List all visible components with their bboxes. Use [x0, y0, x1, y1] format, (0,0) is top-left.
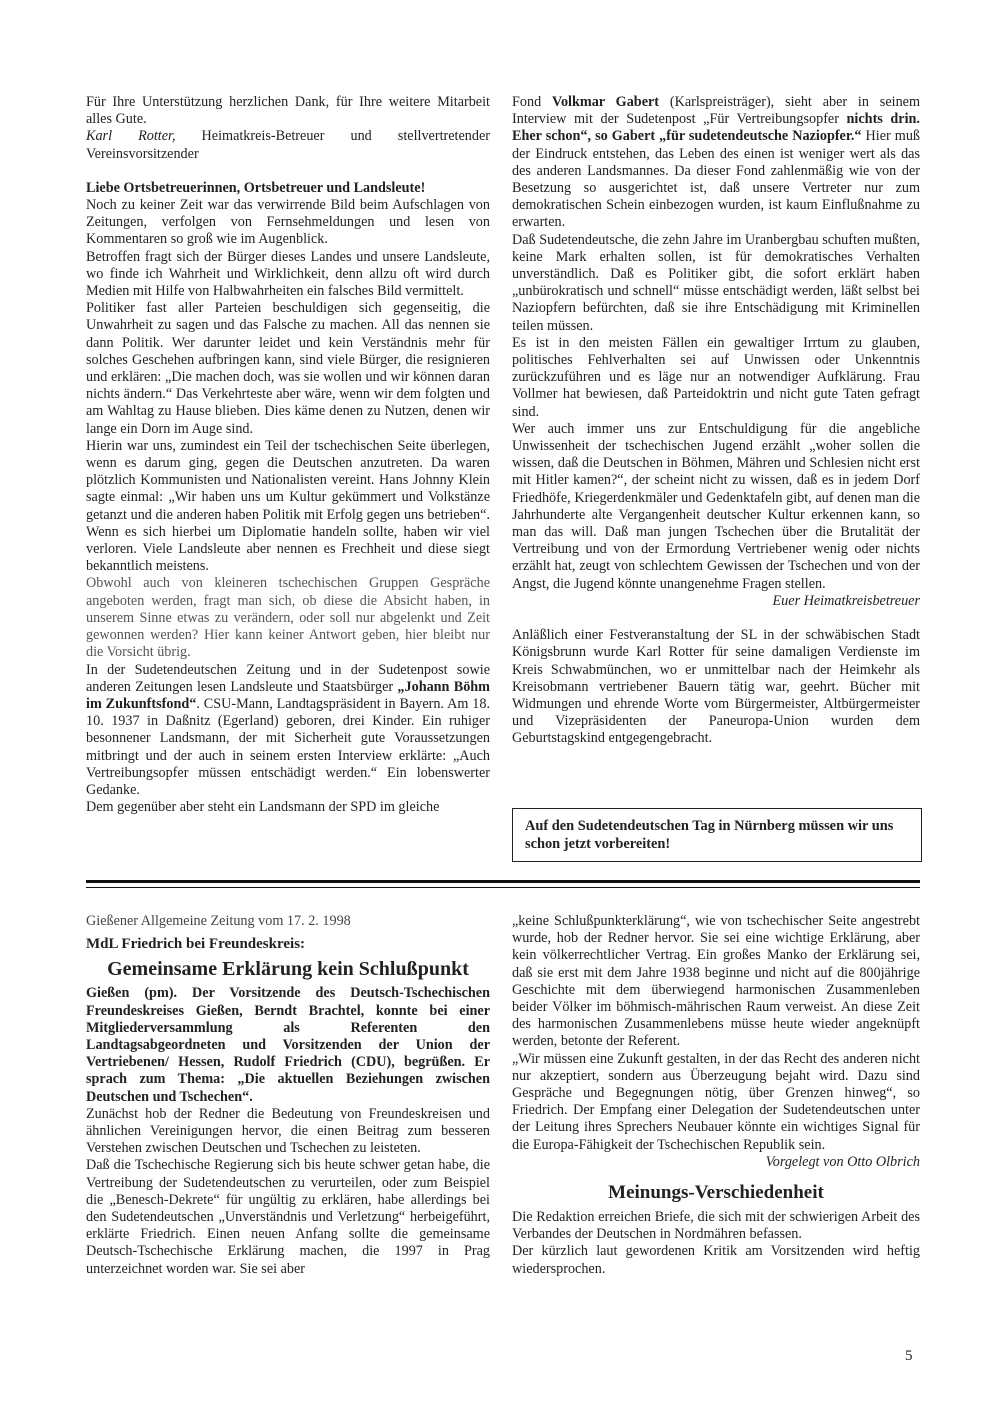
paragraph: Noch zu keiner Zeit war das verwirrende Bild beim Aufschlagen von Zeitungen, verfolgen von Fernsehmeldungen und lesen von Kommentaren so groß wie im Augenblick. [86, 197, 490, 248]
paragraph: In der Sudetendeutschen Zeitung und in der Sudetenpost sowie anderen Zeitungen lesen Landsleute und Staatsbürger „Johann Böhm im Zukunftsfond“. CSU-Mann, Landtagspräsident in Bayern. Am 18. 10. 1937 in Daßnitz (Egerland) geboren, drei Kinder. Ein ruhiger besonnener Landsmann, der mit Sicherheit gute Voraussetzungen mitbringt und der auch in seinem ersten Interview erklärte: „Auch Vertreibungsopfer müssen entschädigt werden.“ Ein lobenswerter Gedanke. [86, 661, 490, 798]
page-number: 5 [905, 1348, 913, 1364]
paragraph: Hierin war uns, zumindest ein Teil der tschechischen Seite überlegen, wenn es darum ging, gegen die Deutschen anzutreten. Da waren plötzlich Kommunisten und Nationalisten vereint. Hans Johnny Klein sagte einmal: „Wir haben uns um Kultur gekümmert und Volkstänze getanzt und die anderen haben Politik mit Erfolg gegen uns betrieben“. Wenn es sich hierbei um Diplomatie handeln sollte, haben wir viel verloren. Viele Landsleute aber nennen es Frechheit und diese siegt bekanntlich meistens. [86, 437, 490, 575]
column-bottom-left [86, 913, 490, 1278]
paragraph: Es ist in den meisten Fällen ein gewaltiger Irrtum zu glauben, politisches Fehlverhalten sei auf Unwissen oder Unkenntnis zurückzuführen und es läge nur an notwendiger Aufklärung. Frau Vollmer hat bewiesen, daß Parteidoktrin und nicht gute Taten gefragt sind. [512, 334, 920, 420]
section-divider-thin [86, 887, 920, 888]
article-credit: Vorgelegt von Otto Olbrich [765, 1153, 920, 1170]
thanks-paragraph: Für Ihre Unterstützung herzlichen Dank, für Ihre weitere Mitarbeit alles Gute. [86, 94, 490, 128]
column-bottom-right [512, 913, 920, 1278]
paragraph: Politiker fast aller Parteien beschuldigen sich gegenseitig, die Unwahrheit zu sagen und das Falsche zu machen. All das nennen sie dann Politik. Wer darunter leidet und kein Verständnis mehr für solches Geschehen aufbringen kann, sind viele Bürger, die resignieren und erklären: „Die machen doch, was sie wollen und wir können daran nichts ändern.“ Das Verkehrteste aber wäre, wenn wir dem folgten und am Wahltag zu Hause blieben. Dies käme denen zu Nutzen, denen wir lange ein Dorn im Auge sind. [86, 300, 490, 437]
paragraph: „Wir müssen eine Zukunft gestalten, in der das Recht des anderen nicht nur akzeptiert, sondern aus Überzeugung bejaht wird. Dazu sind Gespräche und Begegnungen nötig, über Grenzen hinweg“, so Friedrich. Der Empfang einer Delegation der Sudetendeutschen unter der Leitung ihres Sprechers Neubauer könnte ein wichtiges Signal für die Europa-Fähigkeit der Tschechischen Republik sein. [512, 1050, 920, 1153]
article-lead: Gießen (pm). Der Vorsitzende des Deutsch-Tschechischen Freundeskreises Gießen, Berndt Brachtel, konnte bei einer Mitgliederversammlung als Referenten den Landtagsabgeordneten und Vorsitzenden der Union der Vertriebenen/ Hessen, Rudolf Friedrich (CDU), begrüßen. Er sprach zum Thema: „Die aktuellen Beziehungen zwischen Deutschen und Tschechen“. [86, 985, 490, 1105]
paragraph: Obwohl auch von kleineren tschechischen Gruppen Gespräche angeboten werden, fragt man sich, ob diese die Absicht haben, in unserem Sinne etwas zu verändern, oder soll nur abgelenkt und Zeit gewonnen werden? Hier kann keiner Antwort geben, hier bleibt nur die Vorsicht übrig. [86, 575, 490, 661]
column-top-left [86, 94, 490, 816]
column-top-right [512, 94, 920, 748]
article-source: Gießener Allgemeine Zeitung vom 17. 2. 1998 [86, 913, 351, 929]
paragraph: Zunächst hob der Redner die Bedeutung von Freundeskreisen und ähnlichen Vereinigungen hervor, die einen Beitrag zum besseren Verstehen zwischen Deutschen und Tschechen zu leisteten. [86, 1105, 490, 1157]
signoff: Euer Heimatkreisbetreuer [772, 592, 920, 609]
signature-name: Karl Rotter, [86, 128, 176, 145]
article-kicker: MdL Friedrich bei Freundeskreis: [86, 936, 306, 953]
paragraph: Dem gegenüber aber steht ein Landsmann der SPD im gleiche [86, 799, 440, 816]
paragraph: Betroffen fragt sich der Bürger dieses Landes und unsere Landsleute, wo finde ich Wahrheit und Wirklichkeit, denn allzu oft wird durch Medien mit Hilfe von Halbwahrheiten ein falsches Bild vermittelt. [86, 248, 490, 300]
section-divider [86, 880, 920, 883]
paragraph: Daß die Tschechische Regierung sich bis heute schwer getan habe, die Vertreibung der Sudetendeutschen zu verurteilen, oder zum Beispiel die „Benesch-Dekrete“ für ungültig zu erklären, habe allerdings bei den Sudetendeutschen „Unverständnis und Verletzung“ herbeigeführt, erklärte Friedrich. Einen neuen Anfang sollte die gemeinsame Deutsch-Tschechische Erklärung machen, die 1997 in Prag unterzeichnet worden war. Sie sei aber [86, 1157, 490, 1277]
paragraph: Fond Volkmar Gabert (Karlspreisträger), sieht aber in seinem Interview mit der Sudetenpost „Für Vertreibungsopfer nichts drin. Eher schon“, so Gabert „für sudetendeutsche Naziopfer.“ Hier muß der Eindruck entstehen, das Leben des einen ist weniger wert als das des anderen Landsmannes. Da dieser Fond zahlenmäßig wie von der Besetzung so ausgerichtet ist, daß unsere Vertreter nur zum demokratischen Schein einbezogen wurden, ist kaum Einflußnahme zu erwarten. [512, 94, 921, 231]
greeting-heading: Liebe Ortsbetreuerinnen, Ortsbetreuer und Landsleute! [86, 179, 426, 196]
article-headline: Gemeinsame Erklärung kein Schlußpunkt [107, 958, 469, 981]
signature [86, 128, 490, 162]
opinion-heading: Meinungs-Verschiedenheit [608, 1182, 824, 1204]
announcement-box: Auf den Sudetendeutschen Tag in Nürnberg müssen wir uns schon jetzt vorbereiten! [512, 808, 922, 862]
paragraph: „keine Schlußpunkterklärung“, wie von tschechischer Seite angestrebt wurde, hob der Redner hervor. Sie sei eine wichtige Erklärung, aber kein völkerrechtlicher Vertrag. Ein großes Manko der Erklärung sei, daß sie erst mit dem Jahre 1938 beginne und nicht auf die 800jährige Geschichte mit dem überwiegend harmonischen Zusammenleben beider Völker im böhmisch-mährischen Raum verweist. An diese Zeit des harmonischen Zusammenlebens müsse heute wieder angeknüpft werden, betonte der Referent. [512, 913, 920, 1050]
signature-role: Heimatkreis-Betreuer und stellvertretender Vereinsvorsitzender [86, 128, 490, 162]
paragraph: Anläßlich einer Festveranstaltung der SL in der schwäbischen Stadt Königsbrunn wurde Karl Rotter für seine damaligen Verdienste im Kreis Schwabmünchen, wo er unmittelbar nach der Heimkehr als Kreisobmann vertriebener Bauern tätig war, geehrt. Bücher mit Widmungen und ehrende Worte vom Bürgermeister, Altbürgermeister und Vizepräsidenten der Paneuropa-Union wurden dem Geburtstagskind entgegengebracht. [512, 627, 920, 747]
paragraph: Die Redaktion erreichen Briefe, die sich mit der schwierigen Arbeit des Verbandes der Deutschen in Nordmähren befassen. [512, 1209, 920, 1243]
paragraph: Daß Sudetendeutsche, die zehn Jahre im Uranbergbau schuften mußten, keine Mark erhalten sollen, ist für demokratisches Verhalten unverständlich. Daß es Politiker gibt, die sofort erklärt haben „unbürokratisch und schnell“ müsse entschädigt werden, läßt selbst bei Naziopfern befürchten, daß sie ihre Entschädigung mit Kriminellen teilen müssen. [512, 231, 920, 334]
paragraph: Der kürzlich laut gewordenen Kritik am Vorsitzenden wird heftig wiedersprochen. [512, 1243, 920, 1277]
paragraph: Wer auch immer uns zur Entschuldigung für die angebliche Unwissenheit der tschechischen Jugend erzählt „woher sollen die wissen, daß die Deutschen in Böhmen, Mähren und Schlesien nicht erst mit Hitler kamen?“, der scheint nicht zu wissen, daß es in jedem Dorf Friedhöfe, Kriegerdenkmäler und Gedenktafeln gibt, auf denen man die Jahrhunderte alte Vergangenheit deutscher Kultur erkennen kann, so man das will. Daß man jungen Tschechen über die Brutalität der Vertreibung und von der Ermordung Vertriebener wenig oder nichts erzählt hat, zeugt von schlechtem Gewissen der Tschechen und von der Angst, die Jugend könnte unangenehme Fragen stellen. [512, 420, 920, 592]
